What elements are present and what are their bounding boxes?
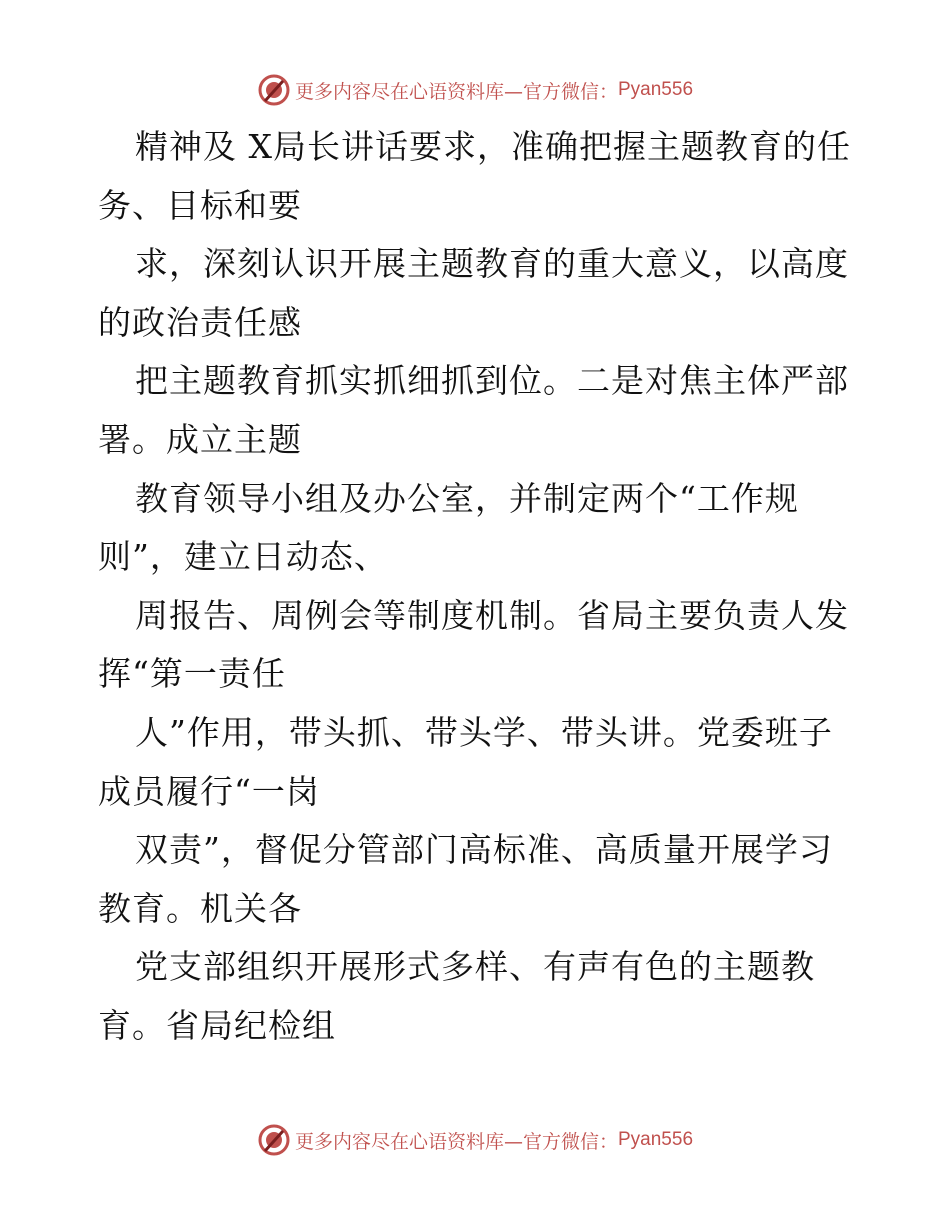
watermark-text: 更多内容尽在心语资料库—官方微信： bbox=[294, 80, 618, 103]
header-watermark bbox=[0, 70, 950, 110]
footer-watermark bbox=[0, 1120, 950, 1160]
stamp-pen-logo-icon bbox=[257, 1123, 291, 1157]
paragraph-4: 教育领导小组及办公室，并制定两个“工作规则”，建立日动态、 bbox=[98, 478, 799, 577]
paragraph-3: 把主题教育抓实抓细抓到位。二是对焦主体严部署。成立主题 bbox=[98, 361, 849, 459]
paragraph-5: 周报告、周例会等制度机制。省局主要负责人发挥“第一责任 bbox=[98, 595, 849, 694]
paragraph-2: 求，深刻认识开展主题教育的重大意义，以高度的政治责任感 bbox=[98, 244, 849, 342]
document-body bbox=[98, 118, 858, 1056]
paragraph-6: 人”作用，带头抓、带头学、带头讲。党委班子成员履行“一岗 bbox=[98, 712, 833, 811]
watermark-id: Pyan556 bbox=[618, 79, 694, 100]
paragraph-8: 党支部组织开展形式多样、有声有色的主题教育。省局纪检组 bbox=[98, 947, 815, 1045]
stamp-pen-logo-icon bbox=[257, 73, 291, 107]
watermark-text: 更多内容尽在心语资料库—官方微信： bbox=[294, 1130, 618, 1153]
watermark-id: Pyan556 bbox=[618, 1129, 694, 1150]
paragraph-7: 双责”，督促分管部门高标准、高质量开展学习教育。机关各 bbox=[98, 830, 833, 928]
paragraph-1: 精神及 X局长讲话要求，准确把握主题教育的任务、目标和要 bbox=[98, 127, 851, 225]
